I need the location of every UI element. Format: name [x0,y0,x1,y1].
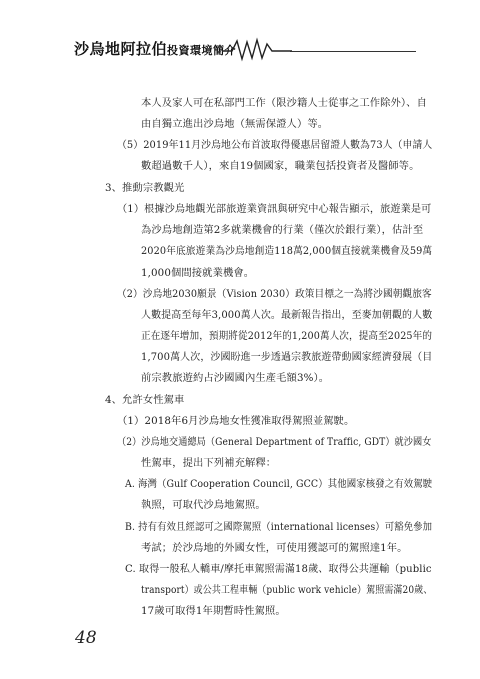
section-heading-4: 4、允許女性駕車 [105,394,185,406]
body-line-8: 2020年底旅遊業為沙烏地創造118萬2,000個直接就業機會及59萬 [141,245,433,257]
body-line-18: 性駕車，提出下列補充解釋： [141,457,277,469]
body-line-11: 人數提高至每年3,000萬人次。最新報告指出，至麥加朝觀的人數 [141,309,433,321]
body-line-9: 1,000個間接就業機會。 [141,267,255,279]
body-line-20: 執照，可取代沙烏地駕照。 [141,499,266,511]
body-line-24: transport）或公共工程車輛（public work vehicle）駕照需滿20歲、 [141,584,433,596]
body-line-10: （2）沙烏地2030願景（Vision 2030）政策目標之一為將沙國朝觀旅客 [117,288,432,300]
body-line-23: C. 取得一般私人轎車/摩托車駕照需滿18歲、取得公共運輸（public [125,563,432,575]
body-line-22: 考試；於沙烏地的外國女性，可使用獲認可的駕照達1年。 [141,542,408,554]
body-line-19: A. 海灣（Gulf Cooperation Council, GCC）其他國家核發之有效駕駛 [125,478,433,490]
body-line-3: （5）2019年11月沙烏地公布首波取得優惠居留證人數為73人（申請人 [117,139,433,151]
body-line-6: （1）根據沙烏地觀光部旅遊業資訊與研究中心報告顯示，旅遊業是可 [117,203,432,215]
body-line-14: 前宗教旅遊約占沙國國內生產毛額3%）。 [141,372,330,384]
body-line-12: 正在逐年增加，預期將從2012年的1,200萬人次，提高至2025年的 [141,330,433,342]
body-line-21: B. 持有有效且經認可之國際駕照（international licenses）可豁免參加 [125,521,433,533]
body-line-13: 1,700萬人次，沙國盼進一步透過宗教旅遊帶動國家經濟發展（目 [141,351,433,363]
body-line-25: 17歲可取得1年期暫時性駕照。 [141,605,286,617]
page-number: 48 [75,628,97,648]
body-line-4: 數超過數千人），來自19個國家，職業包括投資者及醫師等。 [141,160,420,172]
header-title-sub: 投資環境簡介 [167,44,237,57]
body-line-2: 由自獨立進出沙烏地（無需保證人）等。 [141,118,329,130]
body-line-16: （1）2018年6月沙烏地女性獲准取得駕照並駕駛。 [117,415,355,427]
body-line-17: （2）沙烏地交通總局（General Department of Traffic, GDT）就沙國女 [117,436,432,448]
body-line-7: 為沙烏地創造第2多就業機會的行業（僅次於銀行業），估計至 [141,224,424,236]
body-line-1: 本人及家人可在私部門工作（限沙籍人士從事之工作除外）、自 [141,97,427,109]
header-title-main: 沙烏地阿拉伯 [74,40,168,58]
section-heading-3: 3、推動宗教觀光 [105,182,185,194]
